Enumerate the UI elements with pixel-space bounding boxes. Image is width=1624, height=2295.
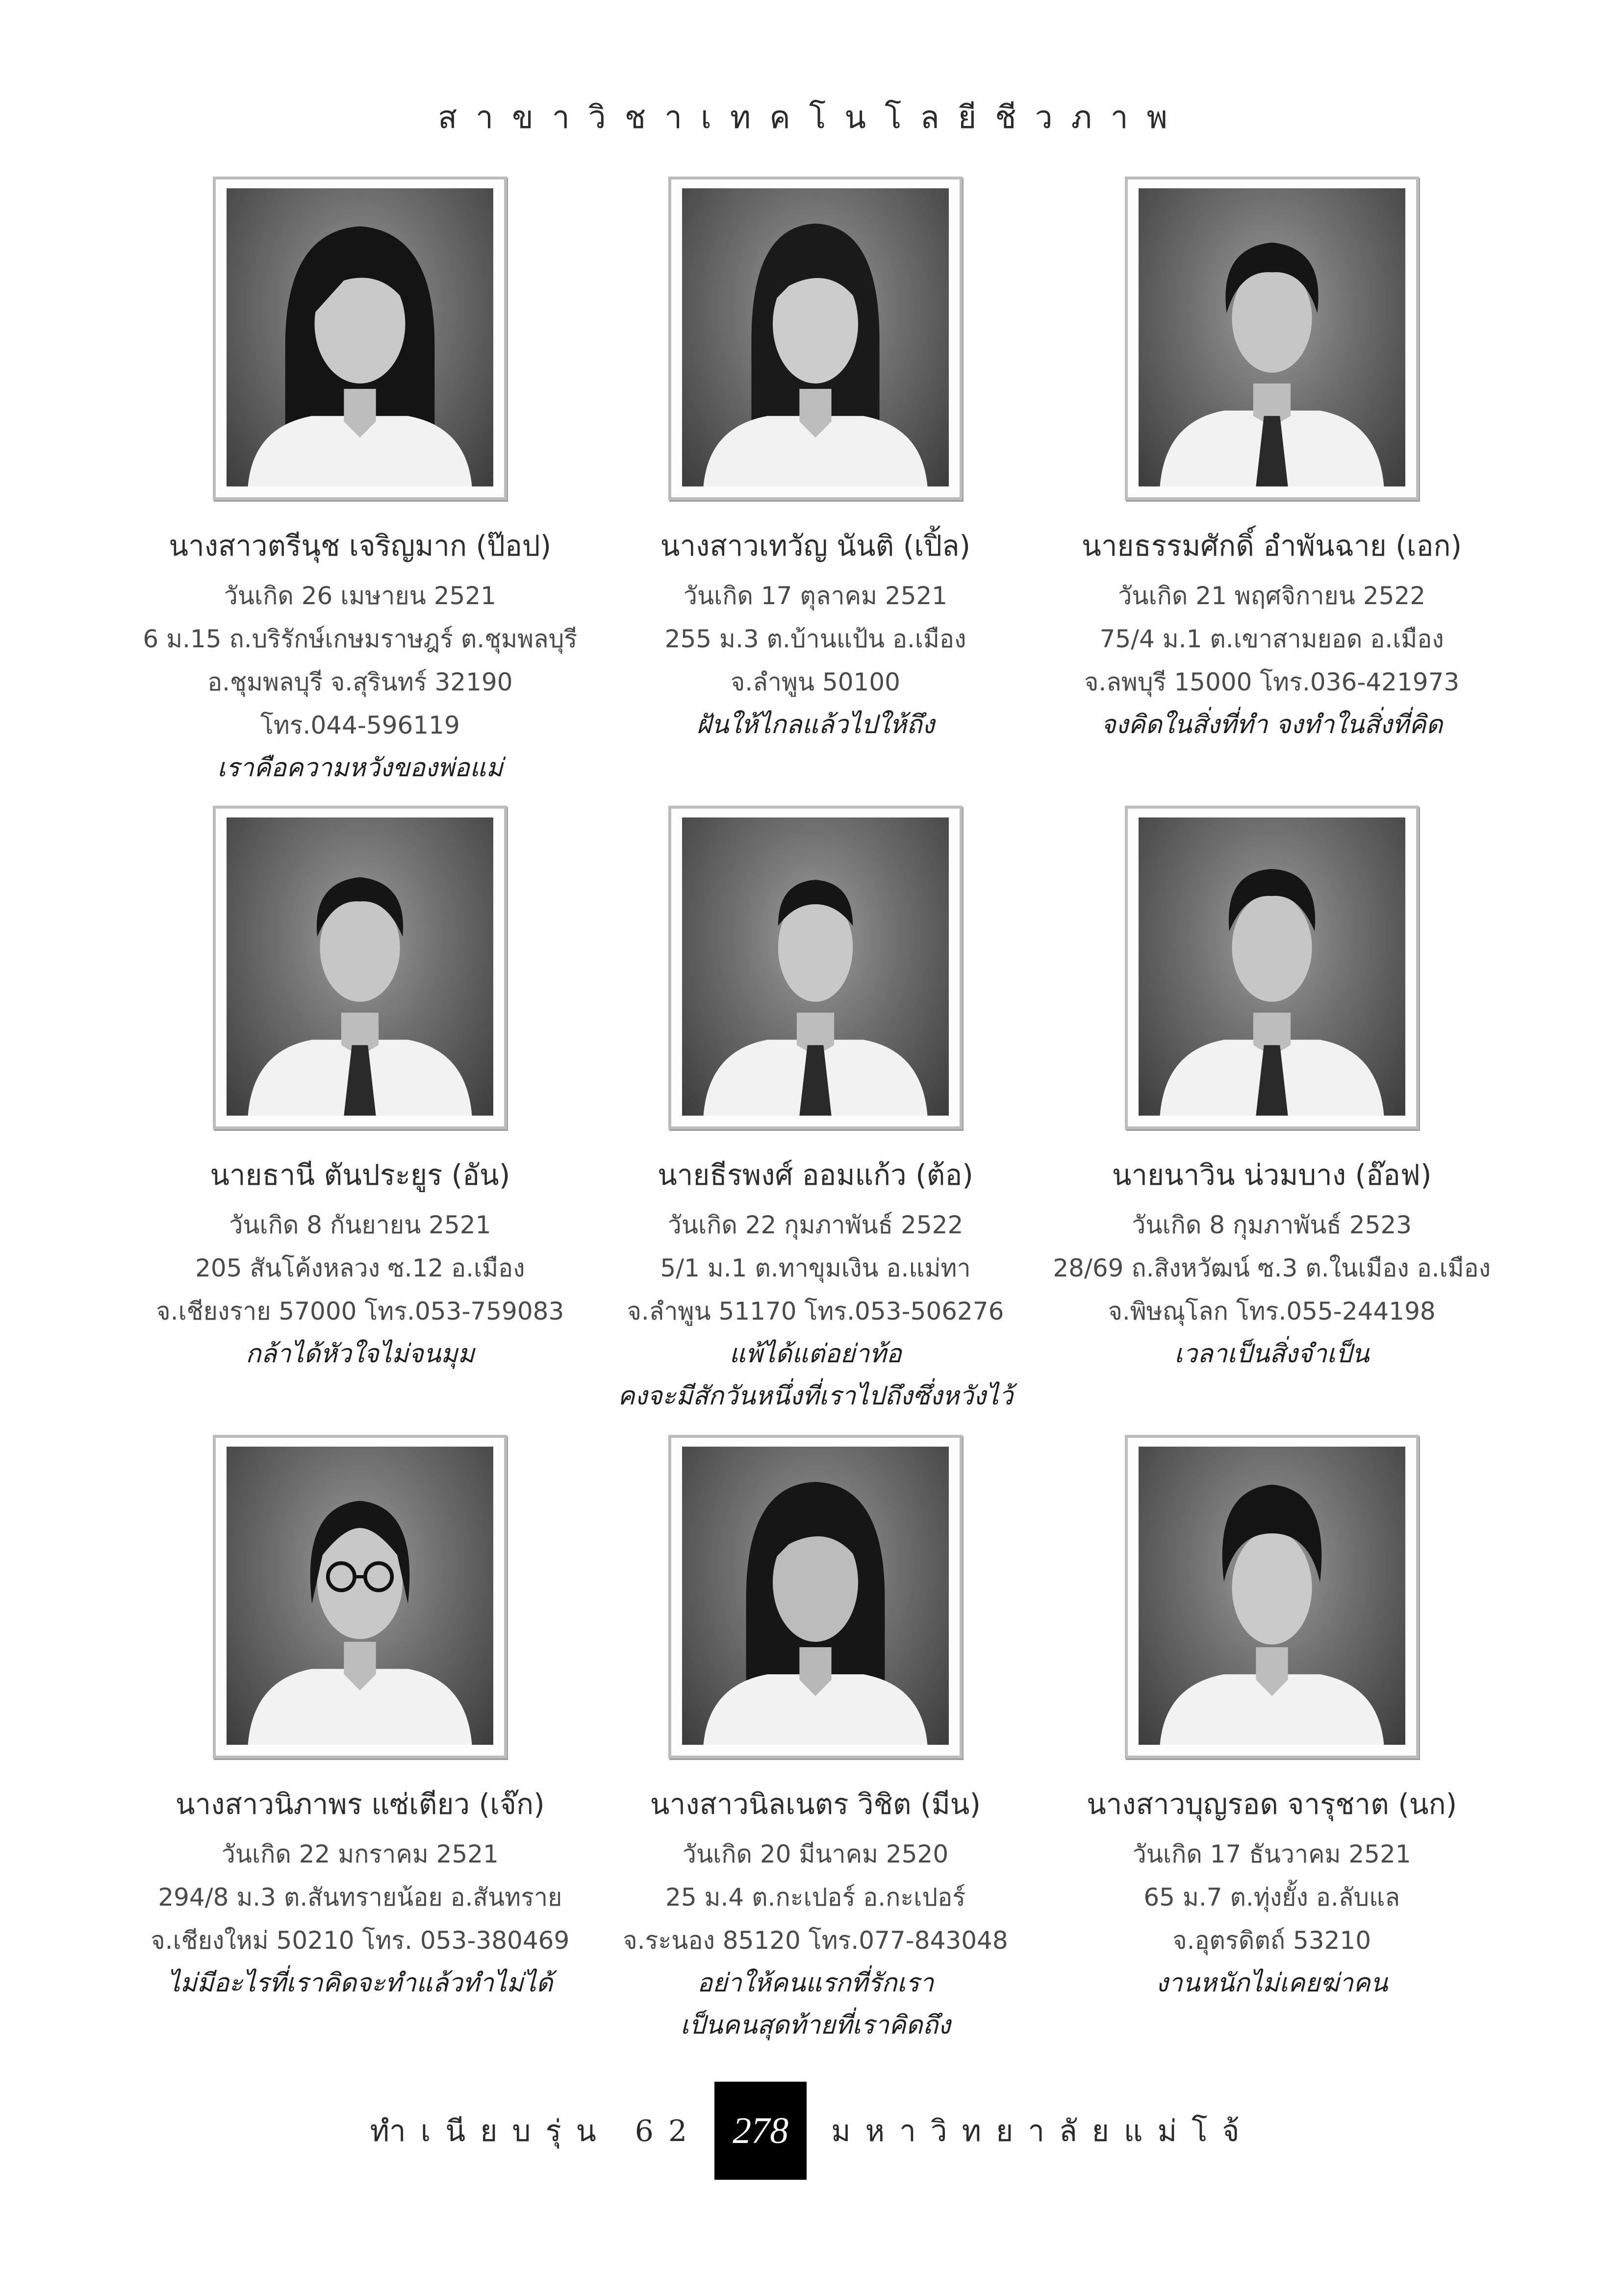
address-line: จ.อุตรดิตถ์ 53210 bbox=[1172, 1926, 1371, 1955]
page-footer bbox=[0, 2082, 1624, 2180]
birth-date: วันเกิด 17 ตุลาคม 2521 bbox=[683, 582, 948, 610]
portrait-photo bbox=[682, 1447, 949, 1745]
address-line: จ.ลำพูน 50100 bbox=[731, 668, 900, 696]
portrait-photo bbox=[227, 188, 493, 486]
portrait-photo bbox=[1139, 188, 1405, 486]
profile-card bbox=[1053, 177, 1491, 806]
portrait-frame bbox=[213, 1435, 507, 1759]
student-name: นางสาวเทวัญ นันติ (เปิ้ล) bbox=[660, 529, 971, 562]
address-line: จ.ลพบุรี 15000 โทร.036-421973 bbox=[1084, 668, 1460, 696]
address-line: จ.เชียงราย 57000 โทร.053-759083 bbox=[156, 1297, 564, 1326]
address-line: จ.พิษณุโลก โทร.055-244198 bbox=[1108, 1297, 1436, 1326]
address-line: 75/4 ม.1 ต.เขาสามยอด อ.เมือง bbox=[1099, 625, 1444, 653]
address-line: 205 สันโค้งหลวง ซ.12 อ.เมือง bbox=[195, 1254, 525, 1282]
portrait-photo bbox=[227, 1447, 493, 1745]
birth-date: วันเกิด 26 เมษายน 2521 bbox=[224, 582, 496, 610]
profile-card bbox=[598, 1435, 1034, 2064]
address-line: จ.เชียงใหม่ 50210 โทร. 053-380469 bbox=[151, 1926, 570, 1955]
motto: คงจะมีสักวันหนึ่งที่เราไปถึงซึ่งหวังไว้ bbox=[617, 1381, 1014, 1411]
address-line: 255 ม.3 ต.บ้านแป้น อ.เมือง bbox=[664, 625, 966, 653]
portrait-frame bbox=[1125, 1435, 1419, 1759]
birth-date: วันเกิด 8 กุมภาพันธ์ 2523 bbox=[1132, 1211, 1412, 1239]
student-name: นางสาวนิลเนตร วิชิต (มีน) bbox=[650, 1787, 981, 1821]
motto: อย่าให้คนแรกที่รักเรา bbox=[697, 1968, 934, 1998]
portrait-frame bbox=[1125, 806, 1419, 1129]
motto: ไม่มีอะไรที่เราคิดจะทำแล้วทำไม่ได้ bbox=[167, 1968, 553, 1998]
portrait-photo bbox=[682, 817, 949, 1116]
birth-date: วันเกิด 17 ธันวาคม 2521 bbox=[1132, 1840, 1411, 1868]
student-name: นายธรรมศักดิ์ อำพันฉาย (เอก) bbox=[1082, 529, 1462, 562]
profile-card bbox=[1053, 1435, 1491, 2064]
profile-card bbox=[1053, 806, 1491, 1435]
motto: เราคือความหวังของพ่อแม่ bbox=[217, 753, 503, 783]
address-line: 25 ม.4 ต.กะเปอร์ อ.กะเปอร์ bbox=[665, 1883, 965, 1912]
address-line: 5/1 ม.1 ต.ทาขุมเงิน อ.แม่ทา bbox=[660, 1254, 971, 1282]
footer-university-label: มหาวิทยาลัยแม่โจ้ bbox=[831, 2114, 1254, 2148]
profile-card bbox=[142, 806, 578, 1435]
phone-line: โทร.044-596119 bbox=[260, 711, 460, 740]
profile-card bbox=[598, 806, 1034, 1435]
portrait-photo bbox=[1139, 1447, 1405, 1745]
portrait-frame bbox=[668, 177, 963, 500]
profile-card bbox=[142, 177, 578, 806]
footer-directory-label: ทำเนียบรุ่น 62 bbox=[370, 2114, 702, 2148]
portrait-frame bbox=[213, 177, 507, 500]
profile-card bbox=[142, 1435, 578, 2064]
page-title: สาขาวิชาเทคโนโลยีชีวภาพ bbox=[438, 100, 1186, 136]
student-name: นายนาวิน น่วมบาง (อ๊อฟ) bbox=[1112, 1158, 1432, 1192]
portrait-frame bbox=[668, 1435, 963, 1759]
motto: จงคิดในสิ่งที่ทำ จงทำในสิ่งที่คิด bbox=[1101, 710, 1443, 740]
portrait-photo bbox=[227, 817, 493, 1116]
portrait-photo bbox=[682, 188, 949, 486]
profile-grid bbox=[142, 177, 1491, 2065]
birth-date: วันเกิด 20 มีนาคม 2520 bbox=[682, 1840, 949, 1868]
address-line: 294/8 ม.3 ต.สันทรายน้อย อ.สันทราย bbox=[158, 1883, 562, 1912]
page-number: 278 bbox=[714, 2082, 807, 2180]
profile-card bbox=[598, 177, 1034, 806]
address-line: จ.ลำพูน 51170 โทร.053-506276 bbox=[627, 1297, 1004, 1326]
motto: ฝันให้ไกลแล้วไปให้ถึง bbox=[696, 710, 935, 740]
portrait-frame bbox=[1125, 177, 1419, 500]
address-line: 28/69 ถ.สิงหวัฒน์ ซ.3 ต.ในเมือง อ.เมือง bbox=[1053, 1254, 1491, 1282]
motto: กล้าได้หัวใจไม่จนมุม bbox=[245, 1339, 475, 1369]
portrait-frame bbox=[213, 806, 507, 1129]
motto: แพ้ได้แต่อย่าท้อ bbox=[729, 1339, 902, 1369]
portrait-photo bbox=[1139, 817, 1405, 1116]
birth-date: วันเกิด 22 กุมภาพันธ์ 2522 bbox=[667, 1211, 964, 1239]
motto: งานหนักไม่เคยฆ่าคน bbox=[1156, 1968, 1388, 1998]
student-name: นายธีรพงศ์ ออมแก้ว (ต้อ) bbox=[658, 1158, 973, 1192]
address-line: อ.ชุมพลบุรี จ.สุรินทร์ 32190 bbox=[207, 668, 513, 696]
address-line: จ.ระนอง 85120 โทร.077-843048 bbox=[623, 1926, 1008, 1955]
student-name: นางสาวนิภาพร แซ่เตียว (เจ๊ก) bbox=[175, 1787, 545, 1821]
birth-date: วันเกิด 21 พฤศจิกายน 2522 bbox=[1118, 582, 1426, 610]
address-line: 6 ม.15 ถ.บริรักษ์เกษมราษฎร์ ต.ชุมพลบุรี bbox=[143, 625, 578, 653]
motto: เวลาเป็นสิ่งจำเป็น bbox=[1174, 1339, 1370, 1369]
birth-date: วันเกิด 8 กันยายน 2521 bbox=[229, 1211, 491, 1239]
motto: เป็นคนสุดท้ายที่เราคิดถึง bbox=[680, 2011, 951, 2040]
student-name: นางสาวตรีนุช เจริญมาก (ป๊อป) bbox=[169, 529, 552, 562]
student-name: นายธานี ตันประยูร (อัน) bbox=[210, 1158, 510, 1192]
student-name: นางสาวบุญรอด จารุชาต (นก) bbox=[1087, 1787, 1457, 1821]
address-line: 65 ม.7 ต.ทุ่งยั้ง อ.ลับแล bbox=[1143, 1883, 1400, 1912]
birth-date: วันเกิด 22 มกราคม 2521 bbox=[221, 1840, 499, 1868]
portrait-frame bbox=[668, 806, 963, 1129]
